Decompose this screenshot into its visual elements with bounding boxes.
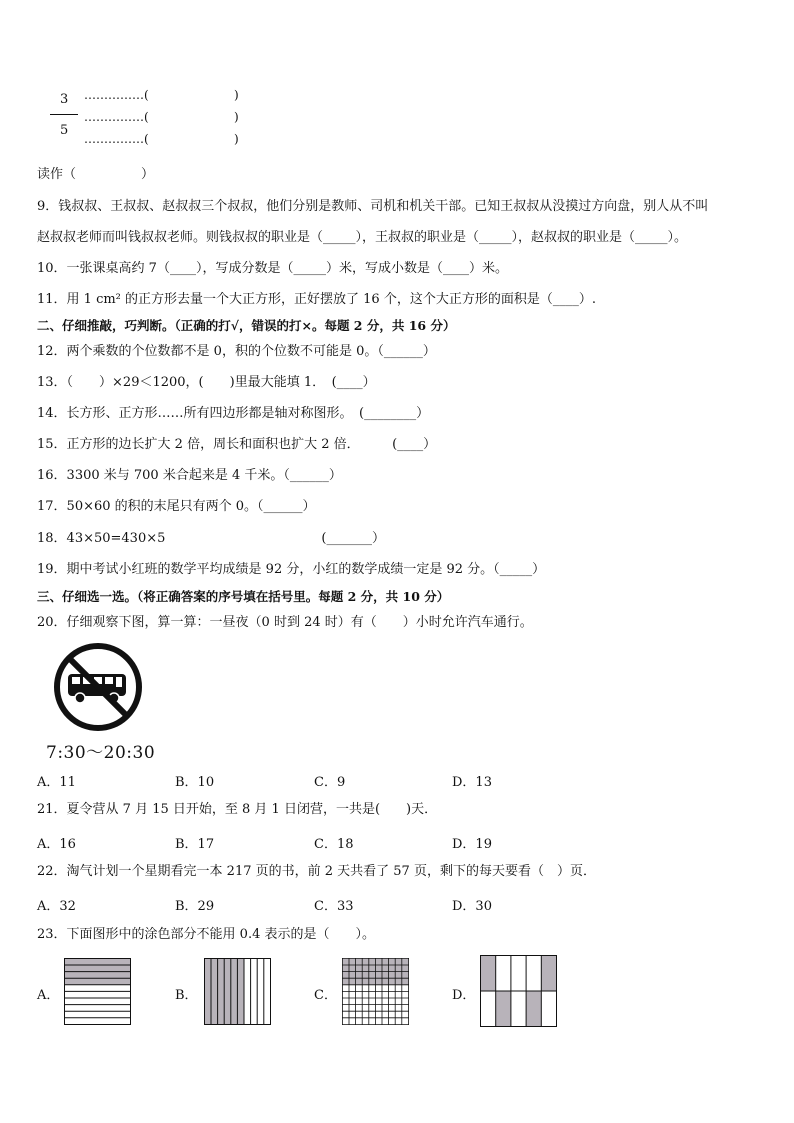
q21-option-c: C．18 [314,837,354,852]
question-18: 18．43×50=430×5 (_______） [37,531,385,546]
q21-option-a: A．16 [37,837,76,852]
fraction-answer-row-3 [84,132,239,146]
q23-option-d: D． [452,988,476,1003]
q23-figure-d [480,955,557,1027]
answer-close: ) [234,110,239,124]
fraction-numerator: 3 [60,92,69,107]
q23-figure-b [204,958,271,1025]
dot-leader: ……………( [84,110,149,124]
q21-option-b: B．17 [175,837,215,852]
q20-option-b: B．10 [175,775,215,790]
question-9-line-1: 9．钱叔叔、王叔叔、赵叔叔三个叔叔，他们分别是教师、司机和机关干部。已知王叔叔从没摸过方向盘，别人从不叫 [37,199,709,214]
q20-option-c: C．9 [314,775,346,790]
dot-leader: ……………( [84,132,149,146]
question-12: 12．两个乘数的个位数都不是 0，积的个位数不可能是 0。（______） [37,344,436,359]
fraction-answer-row-1 [84,88,239,102]
q23-figure-a [64,958,131,1025]
q22-option-a: A．32 [37,899,76,914]
reading-line: 读作（ ） [37,167,155,182]
question-9-line-2: 赵叔叔老师而叫钱叔叔老师。则钱叔叔的职业是（_____），王叔叔的职业是（_____），赵叔叔的职业是（_____）。 [37,230,688,245]
q23-option-b: B． [175,988,198,1003]
answer-close: ) [234,132,239,146]
q23-option-c: C． [314,988,337,1003]
q21-option-d: D．19 [452,837,492,852]
fraction-denominator: 5 [60,123,69,138]
section-2-heading: 二、仔细推敲，巧判断。（正确的打√，错误的打×。每题 2 分，共 16 分） [37,318,456,333]
question-14: 14．长方形、正方形……所有四边形都是轴对称图形。 (________） [37,406,430,421]
fraction-bar [50,114,78,115]
q23-figure-c [342,958,409,1025]
question-22: 22．淘气计划一个星期看完一本 217 页的书，前 2 天共看了 57 页，剩下的每天要看（ ）页． [37,864,596,879]
q22-option-b: B．29 [175,899,215,914]
question-19: 19．期中考试小红班的数学平均成绩是 92 分，小红的数学成绩一定是 92 分。（_____） [37,562,546,577]
q20-option-a: A．11 [37,775,76,790]
question-17: 17．50×60 的积的末尾只有两个 0。（______） [37,499,316,514]
question-13: 13．（ ）×29＜1200，( )里最大能填 1． (____） [37,375,376,390]
question-15: 15．正方形的边长扩大 2 倍，周长和面积也扩大 2 倍． (____） [37,437,437,452]
answer-close: ) [234,88,239,102]
q22-option-c: C．33 [314,899,354,914]
question-16: 16．3300 米与 700 米合起来是 4 千米。（______） [37,468,342,483]
q22-option-d: D．30 [452,899,492,914]
question-20: 20．仔细观察下图，算一算：一昼夜（0 时到 24 时）有（ ）小时允许汽车通行。 [37,615,533,630]
dot-leader: ……………( [84,88,149,102]
question-10: 10．一张课桌高约 7（____），写成分数是（_____）米，写成小数是（____）米。 [37,261,508,276]
question-11: 11．用 1 cm² 的正方形去量一个大正方形，正好摆放了 16 个，这个大正方形的面积是（____）. [37,292,596,307]
question-21: 21．夏令营从 7 月 15 日开始，至 8 月 1 日闭营，一共是( )天． [37,802,438,817]
fraction-answer-row-2 [84,110,239,124]
q23-option-a: A． [37,988,60,1003]
no-bus-sign-icon [52,641,144,733]
q20-option-d: D．13 [452,775,492,790]
section-3-heading: 三、仔细选一选。（将正确答案的序号填在括号里。每题 2 分，共 10 分） [37,589,450,604]
question-23: 23．下面图形中的涂色部分不能用 0.4 表示的是（ ）。 [37,927,375,942]
allowed-time-range: 7:30～20:30 [46,743,156,763]
